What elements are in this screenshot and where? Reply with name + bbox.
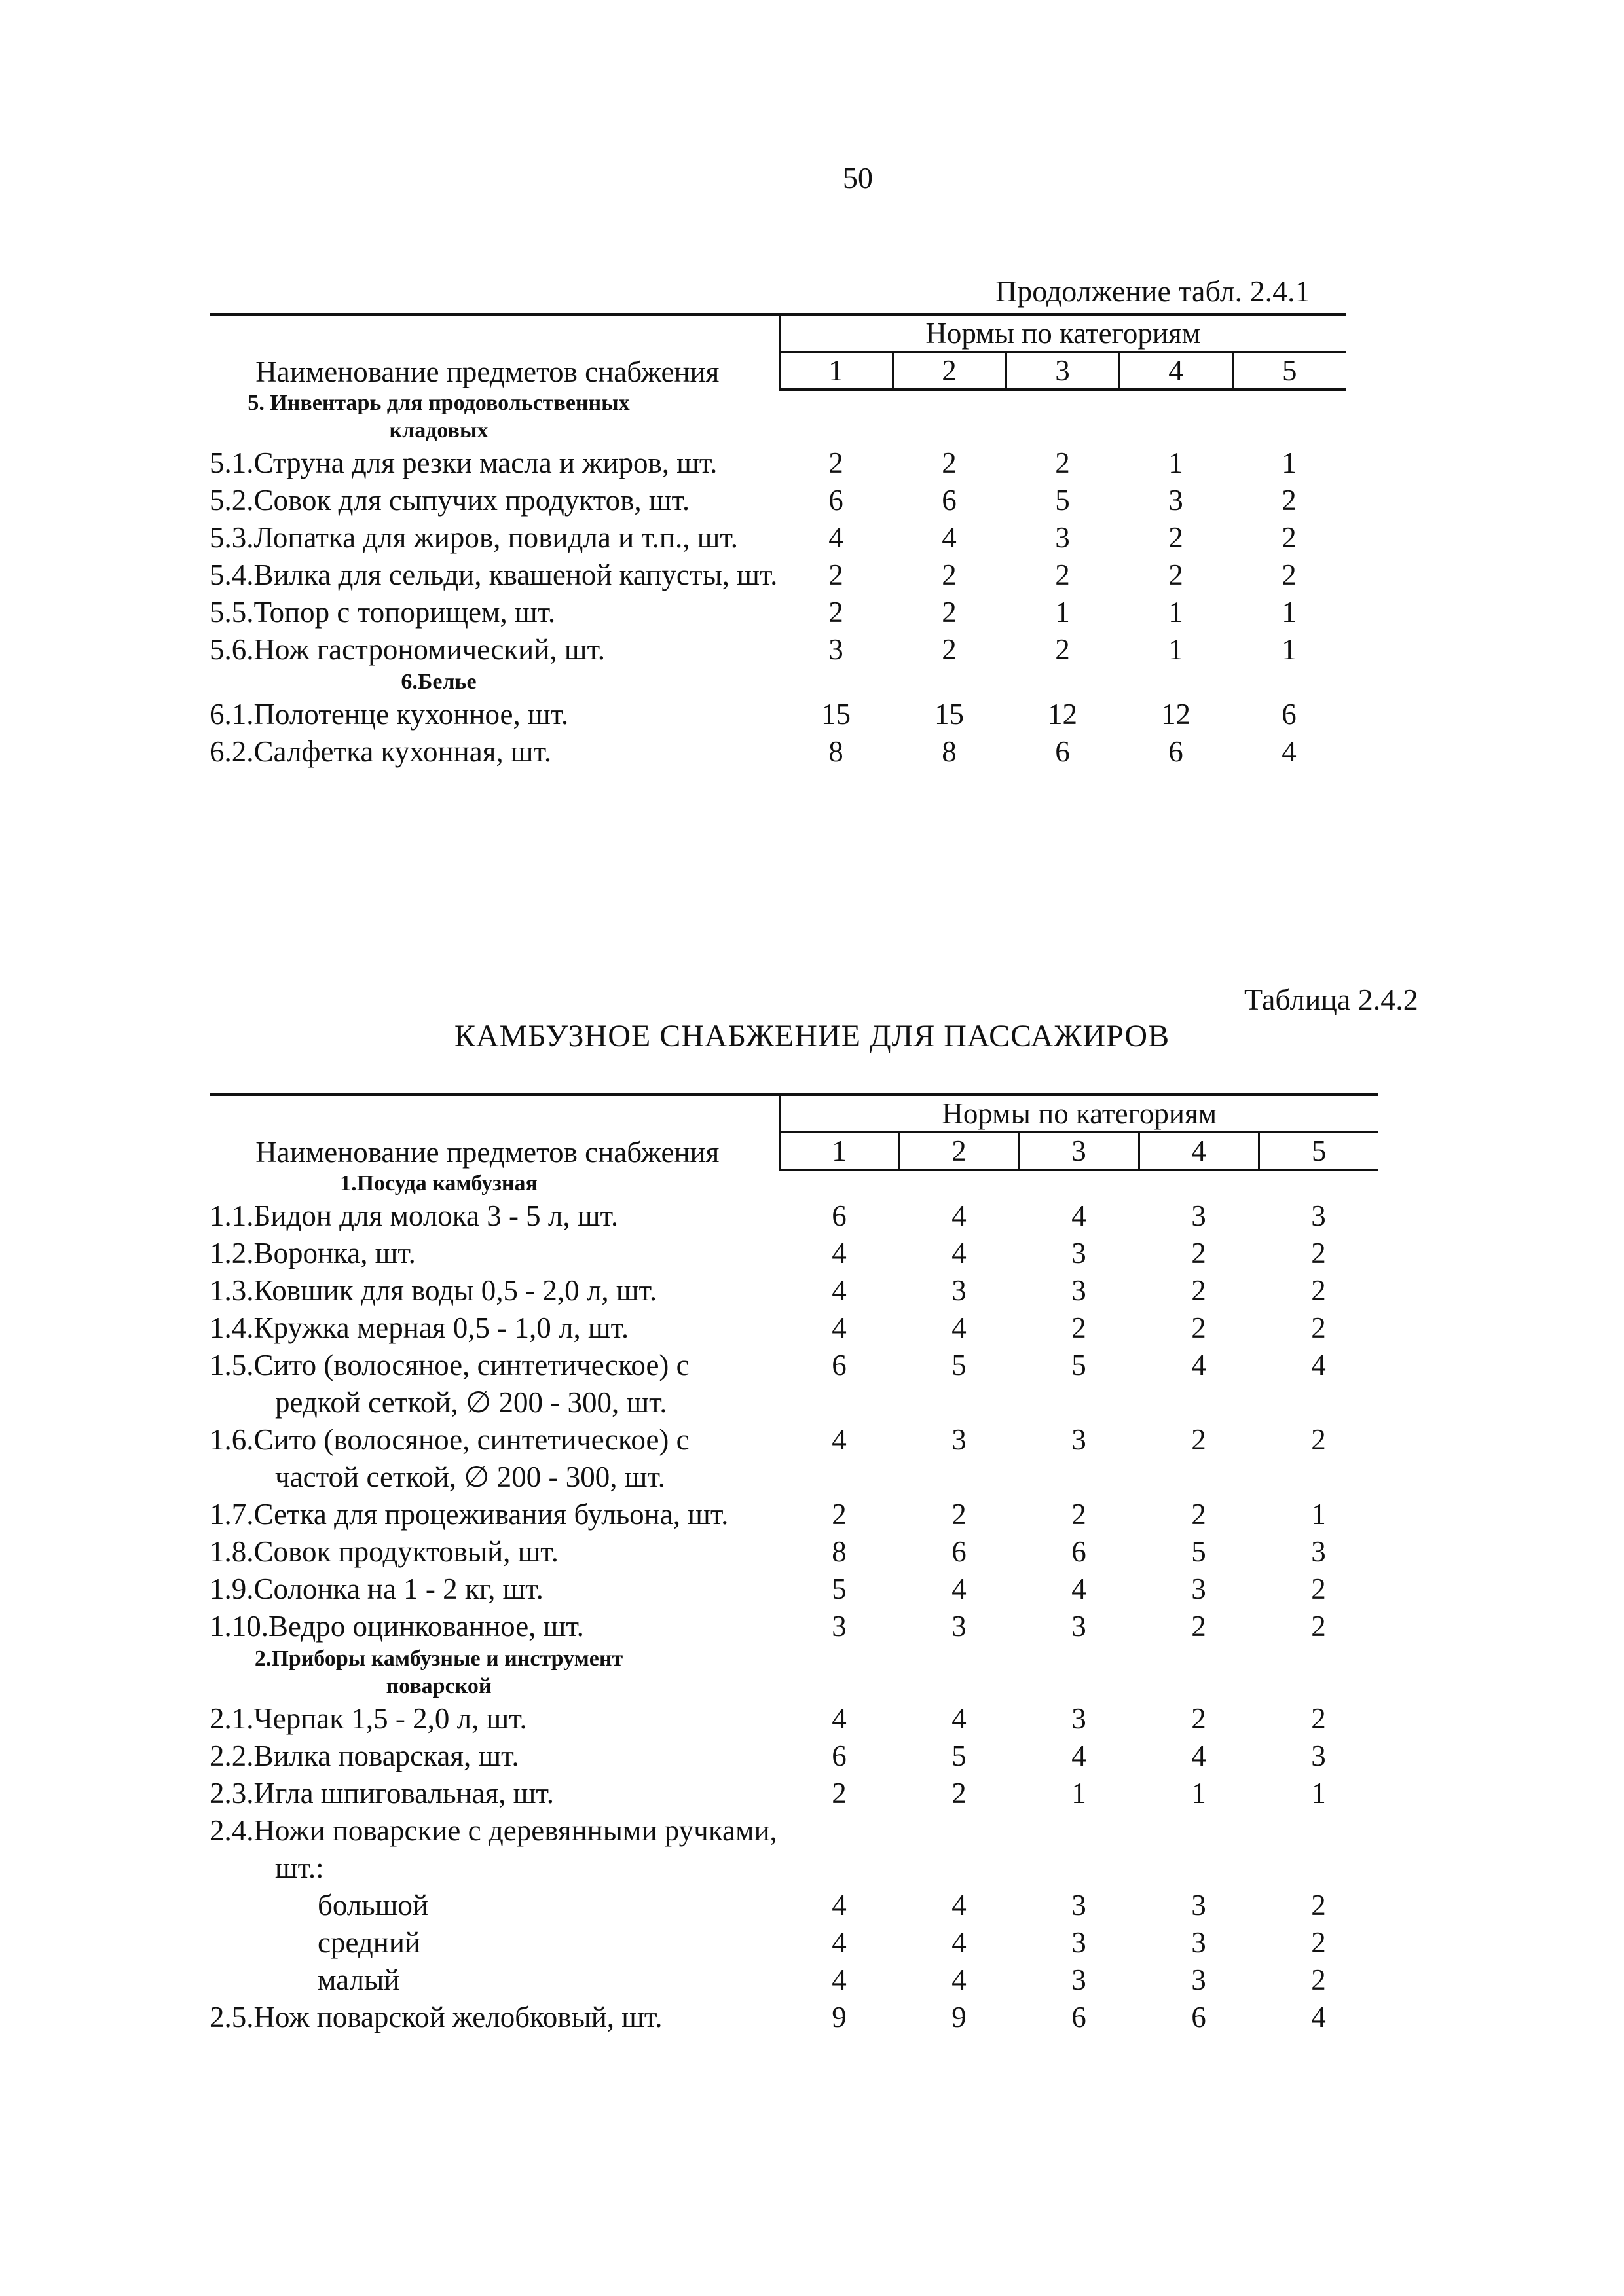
- category-value: 5: [1055, 484, 1070, 517]
- item-name-cell: [210, 482, 779, 519]
- category-value: 3: [1071, 1237, 1086, 1269]
- category-value: 4: [832, 1889, 847, 1922]
- item-name: 1.1.Бидон для молока 3 - 5 л, шт.: [210, 1199, 619, 1232]
- item-name: 1.7.Сетка для процеживания бульона, шт.: [210, 1498, 729, 1531]
- supply-table-2-4-2: [210, 1093, 1378, 2036]
- category-value: 3: [832, 1610, 847, 1643]
- column-header-category: 3: [1006, 352, 1119, 390]
- category-value: 3: [1071, 1702, 1086, 1735]
- category-value: 3: [1191, 1573, 1206, 1605]
- category-value: 2: [1168, 521, 1183, 554]
- category-value: 4: [951, 1926, 967, 1959]
- table-row: [210, 696, 1346, 733]
- category-value: 2: [1311, 1274, 1326, 1307]
- empty-cell: [899, 1645, 1019, 1700]
- item-name: 2.3.Игла шпиговальная, шт.: [210, 1777, 554, 1810]
- item-name-cell: [210, 556, 779, 594]
- category-value: 2: [951, 1777, 967, 1810]
- category-value: 6: [1168, 735, 1183, 768]
- column-header-category: 4: [1119, 352, 1232, 390]
- category-value: 4: [1282, 735, 1297, 768]
- category-value: 2: [1311, 1610, 1326, 1643]
- table-row: [210, 1272, 1378, 1309]
- section-header-row: [210, 1170, 1378, 1197]
- category-value: 1: [1168, 446, 1183, 479]
- category-value: 3: [1055, 521, 1070, 554]
- category-value: 6: [951, 1535, 967, 1568]
- table-body: [210, 1170, 1378, 2036]
- category-value: 5: [832, 1573, 847, 1605]
- category-value: 2: [828, 596, 843, 629]
- item-name-cell: [210, 1309, 779, 1347]
- category-value: 2: [951, 1498, 967, 1531]
- empty-cell: [1006, 668, 1119, 696]
- category-value: 2: [1071, 1498, 1086, 1531]
- column-header-category: 2: [899, 1133, 1019, 1171]
- category-value: 4: [832, 1311, 847, 1344]
- table-row: [210, 1235, 1378, 1272]
- category-value: 1: [1071, 1777, 1086, 1810]
- item-name: 5.4.Вилка для сельди, квашеной капусты, шт.: [210, 558, 778, 591]
- category-value: 3: [1071, 1423, 1086, 1456]
- table-row: [210, 556, 1346, 594]
- item-name: 1.9.Солонка на 1 - 2 кг, шт.: [210, 1573, 544, 1605]
- category-value: 2: [1191, 1274, 1206, 1307]
- table-row: [210, 1533, 1378, 1571]
- item-name: 5.6.Нож гастрономический, шт.: [210, 633, 606, 666]
- column-header-category: 1: [779, 1133, 899, 1171]
- category-value: [1259, 1812, 1378, 1887]
- category-value: 2: [1311, 1311, 1326, 1344]
- category-value: 3: [951, 1610, 967, 1643]
- category-value: 6: [1282, 698, 1297, 731]
- item-name-cell: [210, 594, 779, 631]
- category-value: 2: [1191, 1610, 1206, 1643]
- category-value: 2: [1191, 1311, 1206, 1344]
- section-title: 1.Посуда камбузная: [340, 1171, 538, 1195]
- table-row: [210, 1999, 1378, 2036]
- table-row: [210, 1961, 1378, 1999]
- category-value: 4: [832, 1274, 847, 1307]
- category-value: 2: [1311, 1702, 1326, 1735]
- category-value: 2: [1191, 1498, 1206, 1531]
- category-value: 15: [934, 698, 964, 731]
- category-value: 5: [951, 1349, 967, 1381]
- category-value: 2: [832, 1498, 847, 1531]
- category-value: 5: [951, 1740, 967, 1772]
- section-header-row: [210, 1645, 1378, 1700]
- category-value: 2: [1282, 558, 1297, 591]
- empty-cell: [1119, 390, 1232, 445]
- category-value: 8: [832, 1535, 847, 1568]
- category-value: 2: [942, 633, 957, 666]
- category-value: 3: [1191, 1889, 1206, 1922]
- item-name-cell: [210, 519, 779, 556]
- empty-cell: [779, 1170, 899, 1197]
- category-value: 2: [828, 558, 843, 591]
- category-value: 3: [1191, 1926, 1206, 1959]
- table-title: КАМБУЗНОЕ СНАБЖЕНИЕ ДЛЯ ПАССАЖИРОВ: [454, 1019, 1170, 1053]
- category-value: 4: [1311, 1349, 1326, 1381]
- category-value: 2: [942, 558, 957, 591]
- table-row: [210, 519, 1346, 556]
- category-value: 4: [951, 1889, 967, 1922]
- category-value: 3: [1311, 1535, 1326, 1568]
- empty-cell: [1139, 1645, 1259, 1700]
- table-row: [210, 1608, 1378, 1645]
- category-value: 2: [1168, 558, 1183, 591]
- item-name-cell: [210, 1738, 779, 1775]
- table-row: [210, 631, 1346, 668]
- item-name-cell: [210, 733, 779, 771]
- category-value: 4: [951, 1573, 967, 1605]
- item-name: 5.3.Лопатка для жиров, повидла и т.п., шт.: [210, 521, 738, 554]
- empty-cell: [1019, 1645, 1139, 1700]
- category-value: [779, 1812, 899, 1887]
- empty-cell: [1006, 390, 1119, 445]
- category-value: 2: [1311, 1889, 1326, 1922]
- item-name-cell: [210, 1421, 779, 1496]
- category-value: 6: [1071, 2001, 1086, 2033]
- empty-cell: [1232, 390, 1346, 445]
- item-name-cell: [210, 1496, 779, 1533]
- category-value: [1139, 1812, 1259, 1887]
- item-name-cell: [210, 1775, 779, 1812]
- table-row: [210, 1700, 1378, 1738]
- empty-cell: [779, 390, 893, 445]
- empty-cell: [779, 1645, 899, 1700]
- table-row: [210, 1571, 1378, 1608]
- category-value: 6: [942, 484, 957, 517]
- item-name: 2.2.Вилка поварская, шт.: [210, 1740, 519, 1772]
- column-header-group: Нормы по категориям: [779, 1095, 1378, 1133]
- category-value: 2: [1311, 1926, 1326, 1959]
- item-name: 6.2.Салфетка кухонная, шт.: [210, 735, 552, 768]
- table-row: [210, 482, 1346, 519]
- category-value: 1: [1168, 633, 1183, 666]
- item-name-cell: [210, 1812, 779, 1887]
- category-value: 3: [1191, 1199, 1206, 1232]
- section-title: 5. Инвентарь для продовольственных кладовых: [248, 391, 630, 443]
- section-header-row: [210, 668, 1346, 696]
- category-value: 6: [1191, 2001, 1206, 2033]
- category-value: 3: [1311, 1740, 1326, 1772]
- category-value: 4: [832, 1237, 847, 1269]
- category-value: 1: [1311, 1498, 1326, 1531]
- category-value: 3: [1071, 1963, 1086, 1996]
- empty-cell: [893, 390, 1006, 445]
- item-name: средний: [318, 1926, 420, 1959]
- empty-cell: [1259, 1170, 1378, 1197]
- category-value: 1: [1168, 596, 1183, 629]
- item-name-cell: [210, 1347, 779, 1421]
- category-value: [899, 1812, 1019, 1887]
- item-name-cell: [210, 1571, 779, 1608]
- category-value: 1: [1282, 446, 1297, 479]
- table-row: [210, 1738, 1378, 1775]
- category-value: 3: [1168, 484, 1183, 517]
- category-value: 6: [832, 1740, 847, 1772]
- item-name-cell: [210, 1235, 779, 1272]
- table-body: [210, 390, 1346, 771]
- column-header-name: Наименование предметов снабжения: [210, 1095, 779, 1170]
- category-value: 3: [1191, 1963, 1206, 1996]
- category-value: 3: [1071, 1274, 1086, 1307]
- category-value: 1: [1055, 596, 1070, 629]
- column-header-name: Наименование предметов снабжения: [210, 314, 779, 390]
- category-value: 4: [832, 1423, 847, 1456]
- category-value: 4: [1311, 2001, 1326, 2033]
- item-name-cell: [210, 631, 779, 668]
- category-value: 12: [1048, 698, 1077, 731]
- category-value: 2: [1311, 1237, 1326, 1269]
- section-title: 2.Приборы камбузные и инструмент поварской: [254, 1647, 623, 1698]
- item-name: 1.3.Ковшик для воды 0,5 - 2,0 л, шт.: [210, 1274, 657, 1307]
- item-name: 5.1.Струна для резки масла и жиров, шт.: [210, 446, 718, 479]
- empty-cell: [1119, 668, 1232, 696]
- section-header-row: [210, 390, 1346, 445]
- item-name: 5.2.Совок для сыпучих продуктов, шт.: [210, 484, 690, 517]
- category-value: 4: [951, 1702, 967, 1735]
- category-value: 3: [951, 1274, 967, 1307]
- category-value: 2: [1191, 1423, 1206, 1456]
- category-value: 4: [832, 1702, 847, 1735]
- table-row: [210, 1197, 1378, 1235]
- item-name-cell: [210, 1533, 779, 1571]
- item-name-cell: [210, 1700, 779, 1738]
- category-value: 1: [1282, 596, 1297, 629]
- column-header-category: 5: [1259, 1133, 1378, 1171]
- category-value: 6: [1055, 735, 1070, 768]
- category-value: 1: [1282, 633, 1297, 666]
- category-value: 2: [1055, 633, 1070, 666]
- empty-cell: [779, 668, 893, 696]
- category-value: 3: [1071, 1926, 1086, 1959]
- category-value: 6: [832, 1199, 847, 1232]
- category-value: 3: [1311, 1199, 1326, 1232]
- item-name-cell: [210, 1924, 779, 1961]
- category-value: 2: [1282, 484, 1297, 517]
- category-value: 4: [832, 1963, 847, 1996]
- category-value: 6: [832, 1349, 847, 1381]
- category-value: 8: [828, 735, 843, 768]
- category-value: 2: [1191, 1237, 1206, 1269]
- category-value: 4: [951, 1311, 967, 1344]
- table-row: [210, 1347, 1378, 1421]
- item-name: 1.10.Ведро оцинкованное, шт.: [210, 1610, 584, 1643]
- table-row: [210, 1775, 1378, 1812]
- category-value: 1: [1311, 1777, 1326, 1810]
- column-header-category: 5: [1232, 352, 1346, 390]
- category-value: 4: [1191, 1740, 1206, 1772]
- category-value: 2: [1191, 1702, 1206, 1735]
- category-value: 4: [832, 1926, 847, 1959]
- table-continuation-label: Продолжение табл. 2.4.1: [995, 274, 1310, 308]
- item-name: большой: [318, 1889, 429, 1922]
- table-caption: Таблица 2.4.2: [1244, 983, 1418, 1016]
- category-value: 2: [832, 1777, 847, 1810]
- category-value: 2: [1055, 446, 1070, 479]
- empty-cell: [1139, 1170, 1259, 1197]
- table-row: [210, 1309, 1378, 1347]
- category-value: 2: [1071, 1311, 1086, 1344]
- category-value: 2: [1311, 1963, 1326, 1996]
- column-header-category: 2: [893, 352, 1006, 390]
- table-row: [210, 445, 1346, 482]
- category-value: 9: [951, 2001, 967, 2033]
- category-value: 2: [1311, 1573, 1326, 1605]
- item-name: 2.4.Ножи поварские с деревянными ручками, шт.:: [210, 1814, 777, 1884]
- category-value: 3: [951, 1423, 967, 1456]
- category-value: 6: [828, 484, 843, 517]
- column-header-category: 1: [779, 352, 893, 390]
- category-value: 3: [1071, 1610, 1086, 1643]
- category-value: 4: [1071, 1573, 1086, 1605]
- category-value: 15: [821, 698, 851, 731]
- item-name: малый: [318, 1963, 400, 1996]
- category-value: 4: [942, 521, 957, 554]
- category-value: 4: [1071, 1740, 1086, 1772]
- table-row: [210, 1887, 1378, 1924]
- category-value: 4: [951, 1963, 967, 1996]
- category-value: 2: [828, 446, 843, 479]
- column-header-group: Нормы по категориям: [779, 314, 1346, 352]
- item-name: 1.5.Сито (волосяное, синтетическое) с редкой сеткой, ∅ 200 - 300, шт.: [210, 1349, 690, 1419]
- category-value: 4: [951, 1199, 967, 1232]
- category-value: 9: [832, 2001, 847, 2033]
- item-name-cell: [210, 1272, 779, 1309]
- column-header-category: 4: [1139, 1133, 1259, 1171]
- empty-cell: [1259, 1645, 1378, 1700]
- category-value: 5: [1071, 1349, 1086, 1381]
- item-name: 1.2.Воронка, шт.: [210, 1237, 416, 1269]
- item-name-cell: [210, 1999, 779, 2036]
- item-name: 1.4.Кружка мерная 0,5 - 1,0 л, шт.: [210, 1311, 629, 1344]
- item-name-cell: [210, 1961, 779, 1999]
- category-value: 12: [1161, 698, 1190, 731]
- item-name: 6.1.Полотенце кухонное, шт.: [210, 698, 569, 731]
- empty-cell: [893, 668, 1006, 696]
- category-value: 2: [1282, 521, 1297, 554]
- table-row: [210, 733, 1346, 771]
- category-value: 4: [1191, 1349, 1206, 1381]
- table-row: [210, 1421, 1378, 1496]
- category-value: 2: [942, 446, 957, 479]
- item-name: 5.5.Топор с топорищем, шт.: [210, 596, 556, 629]
- empty-cell: [1019, 1170, 1139, 1197]
- item-name: 1.6.Сито (волосяное, синтетическое) с частой сеткой, ∅ 200 - 300, шт.: [210, 1423, 690, 1493]
- category-value: 6: [1071, 1535, 1086, 1568]
- table-row: [210, 1924, 1378, 1961]
- empty-cell: [899, 1170, 1019, 1197]
- item-name-cell: [210, 445, 779, 482]
- item-name-cell: [210, 1608, 779, 1645]
- column-header-category: 3: [1019, 1133, 1139, 1171]
- table-row: [210, 1496, 1378, 1533]
- category-value: 5: [1191, 1535, 1206, 1568]
- category-value: 4: [828, 521, 843, 554]
- page-number: 50: [843, 161, 873, 194]
- section-title: 6.Белье: [401, 670, 477, 694]
- category-value: 2: [1311, 1423, 1326, 1456]
- item-name-cell: [210, 696, 779, 733]
- category-value: 3: [1071, 1889, 1086, 1922]
- category-value: 1: [1191, 1777, 1206, 1810]
- item-name: 1.8.Совок продуктовый, шт.: [210, 1535, 559, 1568]
- item-name: 2.1.Черпак 1,5 - 2,0 л, шт.: [210, 1702, 527, 1735]
- supply-table-2-4-1: [210, 313, 1346, 771]
- category-value: 2: [942, 596, 957, 629]
- table-row: [210, 1812, 1378, 1887]
- category-value: 2: [1055, 558, 1070, 591]
- category-value: 3: [828, 633, 843, 666]
- category-value: 4: [1071, 1199, 1086, 1232]
- category-value: 4: [951, 1237, 967, 1269]
- category-value: 8: [942, 735, 957, 768]
- category-value: [1019, 1812, 1139, 1887]
- table-row: [210, 594, 1346, 631]
- item-name: 2.5.Нож поварской желобковый, шт.: [210, 2001, 663, 2033]
- item-name-cell: [210, 1197, 779, 1235]
- empty-cell: [1232, 668, 1346, 696]
- item-name-cell: [210, 1887, 779, 1924]
